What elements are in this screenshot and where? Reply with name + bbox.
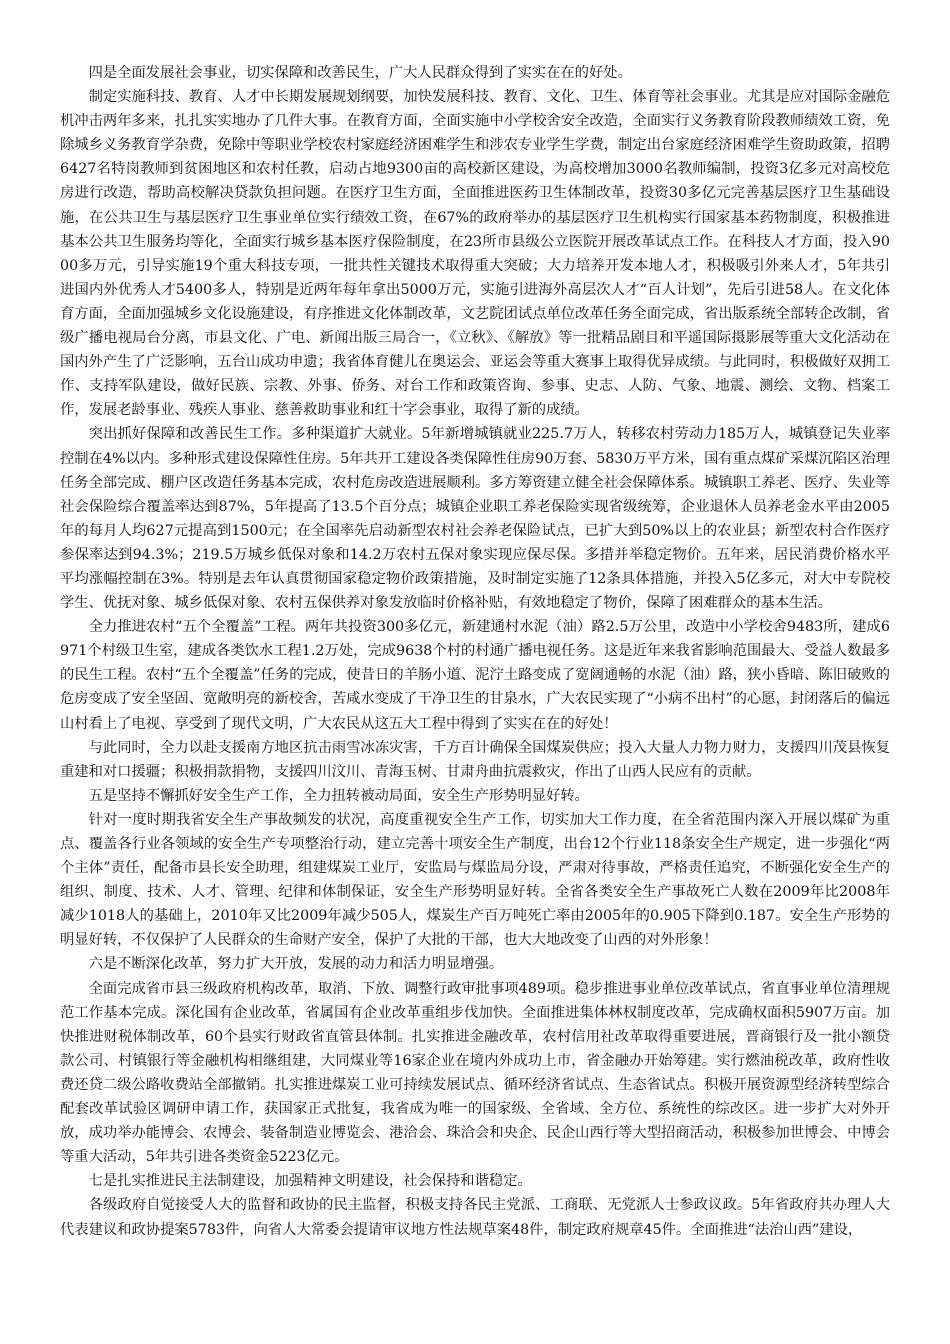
paragraph: 四是全面发展社会事业，切实保障和改善民生，广大人民群众得到了实实在在的好处。 [88, 65, 632, 81]
paragraph: 各级政府自觉接受人大的监督和政协的民主监督，积极支持各民主党派、工商联、无党派人士参政议政。5年省政府共办理人大代表建议和政协提案5783件，向省人大常委会提请审议地方性法规草案48件，制定政府规章45件。全面推进“法治山西”建设， [60, 1197, 890, 1238]
paragraph: 与此同时，全力以赴支援南方地区抗击雨雪冰冻灾害，千方百计确保全国煤炭供应；投入大量人力物力财力，支援四川茂县恢复重建和对口援疆；积极捐款捐物，支援四川汶川、青海玉树、甘肃舟曲抗震救灾，作出了山西人民应有的贡献。 [60, 739, 890, 780]
paragraph: 突出抓好保障和改善民生工作。多种渠道扩大就业。5年新增城镇就业225.7万人，转移农村劳动力185万人，城镇登记失业率控制在4%以内。多种形式建设保障性住房。5年共开工建设各类保障性住房90万套、5830万平方米，国有重点煤矿采煤沉陷区治理任务全部完成、棚户区改造任务基本完成，农村危房改造进展顺利。多方筹资建立健全社会保障体系。城镇职工养老、医疗、失业等社会保险综合覆盖率达到87%，5年提高了13.5个百分点；城镇企业职工养老保险实现省级统筹，企业退休人员养老金水平由2005年的每月人均627元提高到1500元；在全国率先启动新型农村社会养老保险试点，已扩大到50%以上的农业县；新型农村合作医疗参保率达到94.3%；219.5万城乡低保对象和14.2万农村五保对象实现应保尽保。多措并举稳定物价。五年来，居民消费价格水平平均涨幅控制在3%。特别是去年认真贯彻国家稳定物价政策措施，及时制定实施了12条具体措施，并投入5亿多元，对大中专院校学生、优抚对象、城乡低保对象、农村五保供养对象发放临时价格补贴，有效地稳定了物价，保障了困难群众的基本生活。 [60, 426, 890, 612]
paragraph: 制定实施科技、教育、人才中长期发展规划纲要，加快发展科技、教育、文化、卫生、体育等社会事业。尤其是应对国际金融危机冲击两年多来，扎扎实实地办了几件大事。在教育方面，全面实施中小学校舍安全改造，全面实行义务教育阶段教师绩效工资，免除城乡义务教育学杂费，免除中等职业学校农村家庭经济困难学生和涉农专业学生学费，制定出台家庭经济困难学生资助政策，招聘6427名特岗教师到贫困地区和农村任教，启动占地9300亩的高校新区建设，为高校增加3000名教师编制，投资3亿多元对高校危房进行改造，帮助高校解决贷款负担问题。在医疗卫生方面，全面推进医药卫生体制改革，投资30多亿元完善基层医疗卫生基础设施，在公共卫生与基层医疗卫生事业单位实行绩效工资，在67%的政府举办的基层医疗卫生机构实行国家基本药物制度，积极推进基本公共卫生服务均等化，全面实行城乡基本医疗保险制度，在23所市县级公立医院开展改革试点工作。在科技人才方面，投入9000多万元，引导实施19个重大科技专项，一批共性关键技术取得重大突破；大力培养开发本地人才，积极吸引外来人才，5年共引进国内外优秀人才5400多人，特别是近两年每年拿出5000万元，实施引进海外高层次人才“百人计划”，先后引进58人。在文化体育方面，全面加强城乡文化设施建设，有序推进文化体制改革，文艺院团试点单位改革任务全面完成，省出版系统全部转企改制，省级广播电视局台分离，市县文化、广电、新闻出版三局合一，《立秋》、《解放》等一批精品剧目和平遥国际摄影展等重大文化活动在国内外产生了广泛影响，五台山成功申遗；我省体育健儿在奥运会、亚运会等重大赛事上取得优异成绩。与此同时，积极做好双拥工作、支持军队建设，做好民族、宗教、外事、侨务、对台工作和政策咨询、参事、史志、人防、气象、地震、测绘、文物、档案工作，发展老龄事业、残疾人事业、慈善救助事业和红十字会事业，取得了新的成绩。 [60, 89, 890, 419]
paragraph: 全面完成省市县三级政府机构改革，取消、下放、调整行政审批事项489项。稳步推进事业单位改革试点，省直事业单位清理规范工作基本完成。深化国有企业改革，省属国有企业改革重组步伐加快。全面推进集体林权制度改革，完成确权面积5907万亩。加快推进财税体制改革，60个县实行财政省直管县体制。扎实推进金融改革，农村信用社改革取得重要进展，晋商银行及一批小额贷款公司、村镇银行等金融机构相继组建，大同煤业等16家企业在境内外成功上市，省金融办开始筹建。实行燃油税改革，政府性收费还贷二级公路收费站全部撤销。扎实推进煤炭工业可持续发展试点、循环经济省试点、生态省试点。积极开展资源型经济转型综合配套改革试验区调研申请工作，获国家正式批复，我省成为唯一的国家级、全省域、全方位、系统性的综改区。进一步扩大对外开放，成功举办能博会、农博会、装备制造业博览会、港洽会、珠洽会和央企、民企山西行等大型招商活动，积极参加世博会、中博会等重大活动，5年共引进各类资金5223亿元。 [60, 980, 890, 1166]
paragraph: 全力推进农村“五个全覆盖”工程。两年共投资300多亿元，新建通村水泥（油）路2.5万公里，改造中小学校舍9483所，建成6971个村级卫生室，建成各类饮水工程1.2万处，完成9638个村的村通广播电视任务。这是近年来我省影响范围最大、受益人数最多的民生工程。农村“五个全覆盖”任务的完成，使昔日的羊肠小道、泥泞土路变成了宽阔通畅的水泥（油）路，狭小昏暗、陈旧破败的危房变成了安全坚固、宽敞明亮的新校舍，苦咸水变成了干净卫生的甘泉水，广大农民实现了“小病不出村”的心愿，封闭落后的偏远山村看上了电视、享受到了现代文明，广大农民从这五大工程中得到了实实在在的好处！ [60, 619, 890, 732]
paragraph: 六是不断深化改革，努力扩大开放，发展的动力和活力明显增强。 [88, 956, 504, 973]
paragraph: 七是扎实推进民主法制建设，加强精神文明建设，社会保持和谐稳定。 [88, 1173, 532, 1190]
paragraph: 针对一度时期我省安全生产事故频发的状况，高度重视安全生产工作，切实加大工作力度，在全省范围内深入开展以煤矿为重点、覆盖各行业各领域的安全生产专项整治行动，建立完善十项安全生产制度，出台12个行业118条安全生产规定，进一步强化“两个主体”责任，配备市县长安全助理，组建煤炭工业厅，安监局与煤监局分设，严肃对待事故，严格责任追究，不断强化安全生产的组织、制度、技术、人才、管理、纪律和体制保证，安全生产形势明显好转。全省各类安全生产事故死亡人数在2009年比2008年减少1018人的基础上，2010年又比2009年减少505人，煤炭生产百万吨死亡率由2005年的0.905下降到0.187。安全生产形势的明显好转，不仅保护了人民群众的生命财产安全，保护了大批的干部，也大大地改变了山西的对外形象！ [60, 811, 890, 949]
paragraph: 五是坚持不懈抓好安全生产工作，全力扭转被动局面，安全生产形势明显好转。 [88, 787, 589, 804]
